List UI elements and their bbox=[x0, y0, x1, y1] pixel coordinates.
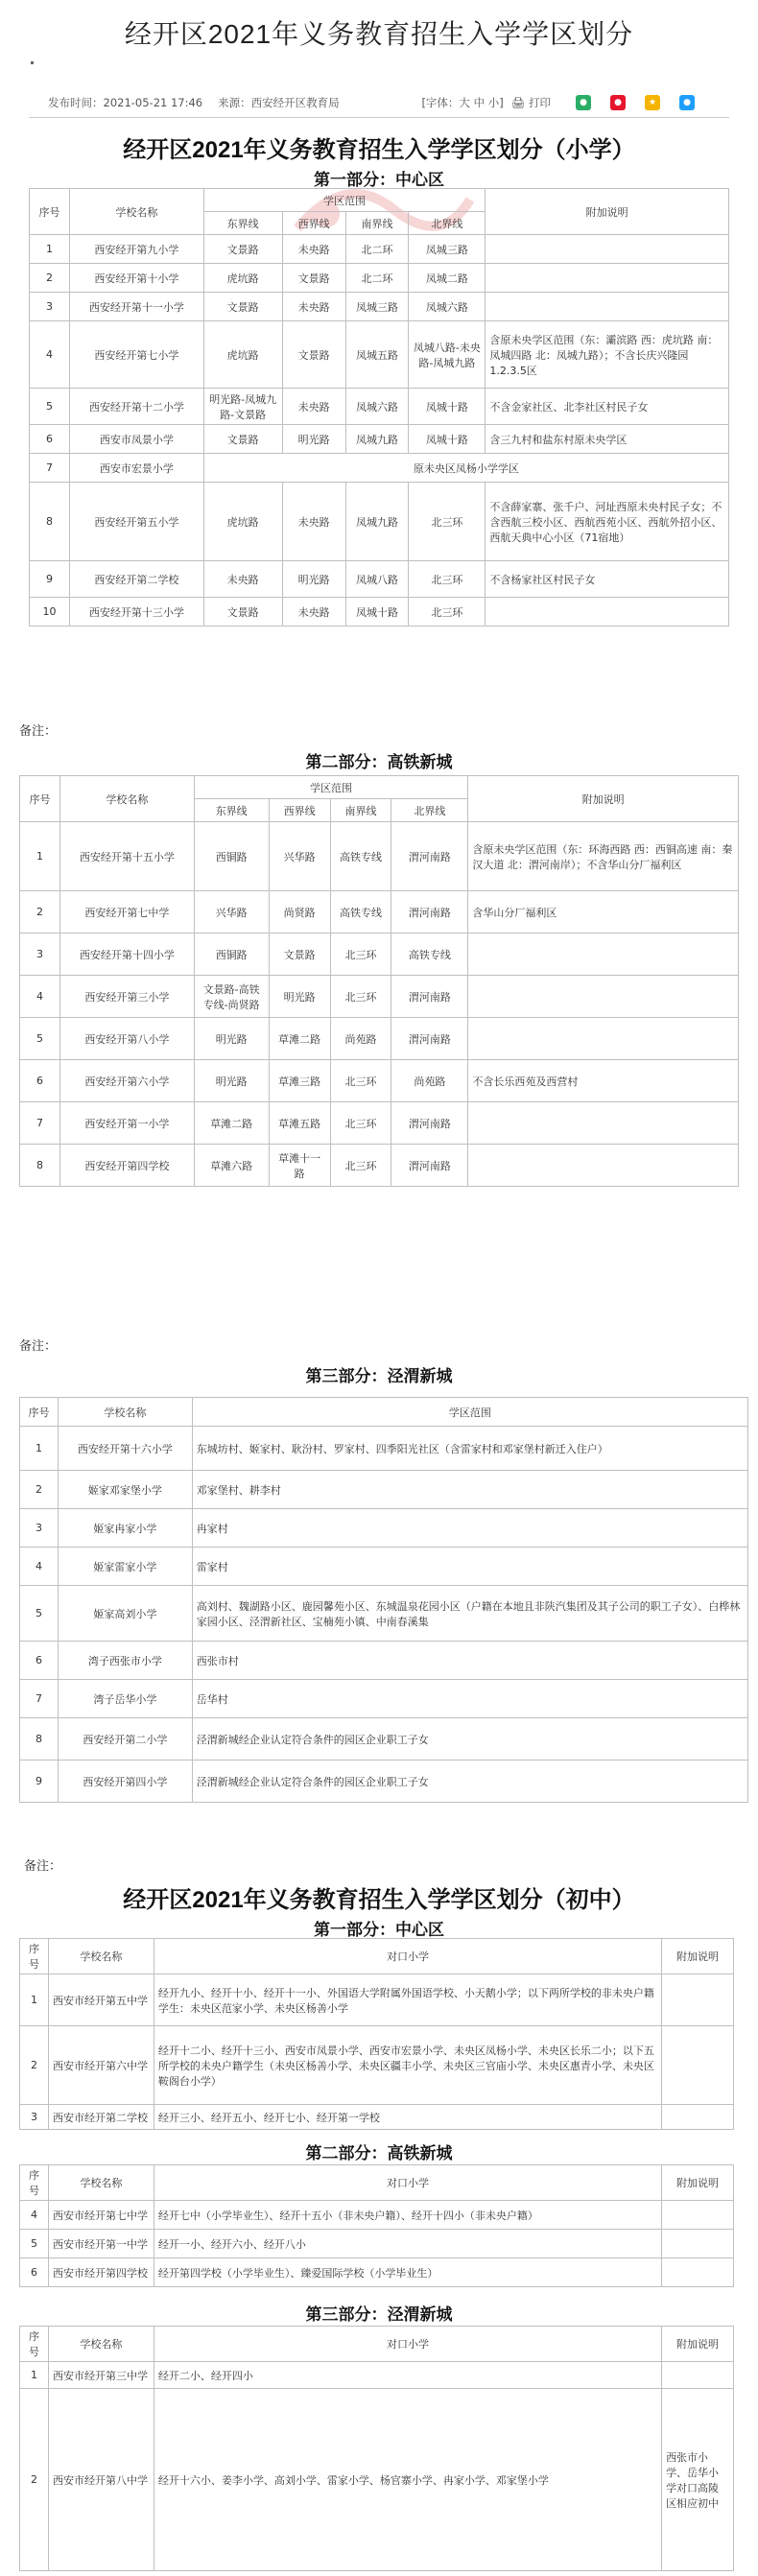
school-name: 西安经开第二学校 bbox=[69, 561, 203, 598]
table-row bbox=[20, 2201, 734, 2230]
header-range: 学区范围 bbox=[203, 189, 486, 212]
table-row bbox=[30, 561, 729, 598]
east-boundary: 虎坑路 bbox=[203, 321, 282, 389]
note-text bbox=[468, 976, 739, 1018]
range-text: 泾渭新城经企业认定符合条件的园区企业职工子女 bbox=[192, 1718, 747, 1761]
header-school: 学校名称 bbox=[59, 776, 194, 822]
middle-title: 经开区2021年义务教育招生入学学区划分（初中） bbox=[123, 1887, 635, 1913]
south-boundary: 北三环 bbox=[330, 934, 391, 976]
row-no: 9 bbox=[20, 1761, 59, 1803]
row-no: 8 bbox=[20, 1145, 60, 1187]
row-no: 2 bbox=[30, 264, 70, 293]
school-name: 湾子西张市小学 bbox=[58, 1642, 192, 1680]
table-row bbox=[20, 1102, 739, 1145]
school-name: 西安市经开第五中学 bbox=[48, 1974, 154, 2026]
table-row bbox=[20, 1548, 748, 1586]
print-label: 打印 bbox=[529, 96, 551, 109]
middle-part1-title: 第一部分：中心区 bbox=[314, 1921, 444, 1939]
note-text bbox=[468, 1018, 739, 1060]
row-no: 6 bbox=[30, 425, 70, 454]
north-boundary: 高铁专线 bbox=[391, 934, 468, 976]
primary-title: 经开区2021年义务教育招生入学学区划分（小学） bbox=[123, 137, 635, 163]
row-no: 5 bbox=[20, 1018, 60, 1060]
matched-primary: 经开三小、经开五小、经开七小、经开第一学校 bbox=[154, 2105, 661, 2130]
school-name: 西安经开第七小学 bbox=[69, 321, 203, 389]
table-row bbox=[20, 934, 739, 976]
east-boundary: 文景路 bbox=[203, 598, 282, 626]
east-boundary: 草滩六路 bbox=[194, 1145, 269, 1187]
south-boundary: 高铁专线 bbox=[330, 822, 391, 891]
school-name: 西安市经开第六中学 bbox=[48, 2026, 154, 2105]
header-school: 学校名称 bbox=[48, 1939, 154, 1974]
north-boundary: 渭河南路 bbox=[391, 891, 468, 934]
print-button[interactable]: 🖨 打印 bbox=[510, 96, 551, 109]
school-name: 姬家高刘小学 bbox=[58, 1586, 192, 1642]
header-north: 北界线 bbox=[409, 212, 486, 235]
east-boundary: 未央路 bbox=[203, 561, 282, 598]
west-boundary: 明光路 bbox=[282, 425, 345, 454]
west-boundary: 文景路 bbox=[282, 264, 345, 293]
row-no: 7 bbox=[20, 1680, 59, 1718]
school-name: 西安经开第九小学 bbox=[69, 235, 203, 264]
south-boundary: 北三环 bbox=[330, 1060, 391, 1102]
table-row bbox=[20, 2230, 734, 2258]
range-text: 西张市村 bbox=[192, 1642, 747, 1680]
table-row bbox=[30, 321, 729, 389]
school-name: 西安经开第十三小学 bbox=[69, 598, 203, 626]
middle-part3-table bbox=[19, 2326, 734, 2571]
table-row bbox=[30, 454, 729, 483]
row-no: 1 bbox=[20, 1427, 59, 1471]
school-name: 西安市经开第三中学 bbox=[48, 2362, 154, 2389]
header-school: 学校名称 bbox=[48, 2165, 154, 2201]
school-name: 西安经开第十二小学 bbox=[69, 389, 203, 425]
row-no: 4 bbox=[20, 1548, 59, 1586]
header-east: 东界线 bbox=[203, 212, 282, 235]
row-no: 3 bbox=[20, 934, 60, 976]
merged-range: 原未央区凤杨小学学区 bbox=[203, 454, 728, 483]
header-east: 东界线 bbox=[194, 799, 269, 822]
south-boundary: 北三环 bbox=[330, 1102, 391, 1145]
primary-part3-table bbox=[19, 1397, 748, 1803]
table-row bbox=[30, 389, 729, 425]
header-match: 对口小学 bbox=[154, 2327, 661, 2362]
table-row bbox=[30, 483, 729, 561]
north-boundary: 渭河南路 bbox=[391, 1145, 468, 1187]
school-name: 姬家雷家小学 bbox=[58, 1548, 192, 1586]
table-row bbox=[20, 2105, 734, 2130]
east-boundary: 西铜路 bbox=[194, 934, 269, 976]
west-boundary: 明光路 bbox=[282, 561, 345, 598]
row-no: 4 bbox=[20, 2201, 49, 2230]
west-boundary: 草滩十一路 bbox=[269, 1145, 330, 1187]
east-boundary: 明光路 bbox=[194, 1018, 269, 1060]
matched-primary: 经开十二小、经开十三小、西安市凤景小学、西安市宏景小学、未央区凤杨小学、未央区长乐二小；以下五所学校的未央户籍学生（未央区杨善小学、未央区疆丰小学、未央区三官庙小学、未央区惠青小学、未央区鞍阁台小学） bbox=[154, 2026, 661, 2105]
note-text: 不含长乐西苑及西营村 bbox=[468, 1060, 739, 1102]
table-row bbox=[20, 1145, 739, 1187]
header-north: 北界线 bbox=[391, 799, 468, 822]
note-text bbox=[662, 1974, 734, 2026]
range-text: 泾渭新城经企业认定符合条件的园区企业职工子女 bbox=[192, 1761, 747, 1803]
header-range: 学区范围 bbox=[192, 1398, 747, 1427]
row-no: 5 bbox=[30, 389, 70, 425]
school-name: 西安经开第八小学 bbox=[59, 1018, 194, 1060]
school-name: 姬家邓家堡小学 bbox=[58, 1471, 192, 1509]
header-school: 学校名称 bbox=[58, 1398, 192, 1427]
north-boundary: 渭河南路 bbox=[391, 1018, 468, 1060]
south-boundary: 凤城三路 bbox=[345, 293, 409, 321]
row-no: 1 bbox=[20, 1974, 49, 2026]
west-boundary: 未央路 bbox=[282, 235, 345, 264]
wechat-icon[interactable]: ● bbox=[576, 95, 591, 110]
publish-time: 发布时间：2021-05-21 17:46 bbox=[48, 96, 203, 109]
note-text bbox=[662, 2230, 734, 2258]
font-size-control[interactable]: [字体：大 中 小] bbox=[421, 96, 504, 109]
divider bbox=[29, 117, 729, 118]
header-south: 南界线 bbox=[345, 212, 409, 235]
table-row bbox=[20, 1586, 748, 1642]
header-note: 附加说明 bbox=[662, 2327, 734, 2362]
page-title: 经开区2021年义务教育招生入学学区划分 bbox=[124, 19, 634, 49]
north-boundary: 渭河南路 bbox=[391, 976, 468, 1018]
header-no: 序号 bbox=[20, 1939, 49, 1974]
school-name: 西安经开第十五小学 bbox=[59, 822, 194, 891]
note-text: 不含杨家社区村民子女 bbox=[486, 561, 729, 598]
west-boundary: 明光路 bbox=[269, 976, 330, 1018]
row-no: 7 bbox=[30, 454, 70, 483]
table-row bbox=[20, 1974, 734, 2026]
range-text: 邓家堡村、耕李村 bbox=[192, 1471, 747, 1509]
header-school: 学校名称 bbox=[69, 189, 203, 235]
west-boundary: 文景路 bbox=[269, 934, 330, 976]
east-boundary: 文景路 bbox=[203, 425, 282, 454]
matched-primary: 经开九小、经开十小、经开十一小、外国语大学附属外国语学校、小天鹅小学；以下两所学校的非未央户籍学生：未央区范家小学、未央区杨善小学 bbox=[154, 1974, 661, 2026]
row-no: 2 bbox=[20, 2026, 49, 2105]
row-no: 3 bbox=[20, 2105, 49, 2130]
note-text: 含华山分厂福利区 bbox=[468, 891, 739, 934]
row-no: 9 bbox=[30, 561, 70, 598]
header-match: 对口小学 bbox=[154, 1939, 661, 1974]
note-label: 备注： bbox=[19, 724, 58, 739]
school-name: 西安市经开第八中学 bbox=[48, 2389, 154, 2571]
table-row bbox=[20, 1642, 748, 1680]
note-text bbox=[662, 2362, 734, 2389]
header-match: 对口小学 bbox=[154, 2165, 661, 2201]
south-boundary: 凤城十路 bbox=[345, 598, 409, 626]
note-text: 含三九村和盐东村原未央学区 bbox=[486, 425, 729, 454]
west-boundary: 未央路 bbox=[282, 293, 345, 321]
table-row bbox=[30, 425, 729, 454]
range-text: 岳华村 bbox=[192, 1680, 747, 1718]
east-boundary: 明光路 bbox=[194, 1060, 269, 1102]
north-boundary: 凤城八路-未央路-凤城九路 bbox=[409, 321, 486, 389]
south-boundary: 凤城九路 bbox=[345, 425, 409, 454]
school-name: 西安经开第十小学 bbox=[69, 264, 203, 293]
north-boundary: 北三环 bbox=[409, 561, 486, 598]
matched-primary: 经开七中（小学毕业生）、经开十五小（非未央户籍）、经开十四小（非未央户籍） bbox=[154, 2201, 661, 2230]
school-name: 西安市经开第二学校 bbox=[48, 2105, 154, 2130]
east-boundary: 文景路 bbox=[203, 293, 282, 321]
school-name: 西安经开第四学校 bbox=[59, 1145, 194, 1187]
weibo-icon[interactable]: ● bbox=[610, 95, 626, 110]
note-text bbox=[468, 1145, 739, 1187]
header-no: 序号 bbox=[20, 1398, 59, 1427]
south-boundary: 尚苑路 bbox=[330, 1018, 391, 1060]
school-name: 西安经开第一小学 bbox=[59, 1102, 194, 1145]
qzone-icon[interactable]: ★ bbox=[645, 95, 660, 110]
east-boundary: 草滩二路 bbox=[194, 1102, 269, 1145]
south-boundary: 北二环 bbox=[345, 264, 409, 293]
matched-primary: 经开十六小、姜李小学、高刘小学、雷家小学、杨官寨小学、冉家小学、邓家堡小学 bbox=[154, 2389, 661, 2571]
north-boundary: 凤城三路 bbox=[409, 235, 486, 264]
header-note: 附加说明 bbox=[486, 189, 729, 235]
south-boundary: 北三环 bbox=[330, 1145, 391, 1187]
note-text bbox=[486, 235, 729, 264]
row-no: 1 bbox=[20, 2362, 49, 2389]
note-text bbox=[662, 2105, 734, 2130]
east-boundary: 文景路-高铁专线-尚贤路 bbox=[194, 976, 269, 1018]
north-boundary: 凤城六路 bbox=[409, 293, 486, 321]
north-boundary: 北三环 bbox=[409, 598, 486, 626]
south-boundary: 凤城五路 bbox=[345, 321, 409, 389]
row-no: 8 bbox=[20, 1718, 59, 1761]
table-row bbox=[20, 2258, 734, 2287]
header-no: 序号 bbox=[20, 776, 60, 822]
north-boundary: 凤城二路 bbox=[409, 264, 486, 293]
header-range: 学区范围 bbox=[194, 776, 468, 799]
article-meta bbox=[48, 90, 710, 115]
east-boundary: 西铜路 bbox=[194, 822, 269, 891]
note-label: 备注： bbox=[24, 1859, 62, 1874]
qq-icon[interactable]: ● bbox=[679, 95, 695, 110]
bullet-dot bbox=[31, 61, 34, 64]
header-note: 附加说明 bbox=[662, 2165, 734, 2201]
row-no: 5 bbox=[20, 1586, 59, 1642]
east-boundary: 兴华路 bbox=[194, 891, 269, 934]
table-row bbox=[20, 822, 739, 891]
east-boundary: 虎坑路 bbox=[203, 483, 282, 561]
south-boundary: 北三环 bbox=[330, 976, 391, 1018]
table-row bbox=[20, 1018, 739, 1060]
header-school: 学校名称 bbox=[48, 2327, 154, 2362]
school-name: 西安经开第十六小学 bbox=[58, 1427, 192, 1471]
school-name: 姬家冉家小学 bbox=[58, 1509, 192, 1548]
north-boundary: 北三环 bbox=[409, 483, 486, 561]
matched-primary: 经开第四学校（小学毕业生）、臻爱国际学校（小学毕业生） bbox=[154, 2258, 661, 2287]
note-text bbox=[468, 934, 739, 976]
south-boundary: 高铁专线 bbox=[330, 891, 391, 934]
school-name: 西安经开第四小学 bbox=[58, 1761, 192, 1803]
table-row bbox=[20, 1427, 748, 1471]
table-row bbox=[30, 235, 729, 264]
note-text bbox=[486, 264, 729, 293]
row-no: 2 bbox=[20, 891, 60, 934]
table-row bbox=[20, 2362, 734, 2389]
school-name: 西安经开第十一小学 bbox=[69, 293, 203, 321]
south-boundary: 凤城八路 bbox=[345, 561, 409, 598]
school-name: 西安市凤景小学 bbox=[69, 425, 203, 454]
header-no: 序号 bbox=[30, 189, 70, 235]
west-boundary: 未央路 bbox=[282, 483, 345, 561]
row-no: 3 bbox=[20, 1509, 59, 1548]
table-row bbox=[20, 2389, 734, 2571]
west-boundary: 尚贤路 bbox=[269, 891, 330, 934]
range-text: 冉家村 bbox=[192, 1509, 747, 1548]
part3-title: 第三部分：泾渭新城 bbox=[305, 1367, 453, 1385]
west-boundary: 草滩二路 bbox=[269, 1018, 330, 1060]
note-text bbox=[662, 2026, 734, 2105]
north-boundary: 渭河南路 bbox=[391, 1102, 468, 1145]
note-text bbox=[662, 2258, 734, 2287]
note-text: 西张市小学、岳华小学对口高陵区相应初中 bbox=[662, 2389, 734, 2571]
row-no: 7 bbox=[20, 1102, 60, 1145]
header-west: 西界线 bbox=[282, 212, 345, 235]
range-text: 雷家村 bbox=[192, 1548, 747, 1586]
table-row bbox=[30, 293, 729, 321]
note-text: 不含金家社区、北李社区村民子女 bbox=[486, 389, 729, 425]
table-row bbox=[20, 1471, 748, 1509]
range-text: 东城坊村、姬家村、耿汾村、罗家村、四季阳光社区（含雷家村和邓家堡村新迁入住户） bbox=[192, 1427, 747, 1471]
header-no: 序号 bbox=[20, 2165, 49, 2201]
row-no: 6 bbox=[20, 1060, 60, 1102]
header-note: 附加说明 bbox=[662, 1939, 734, 1974]
note-text: 含原未央学区范围（东：灞滨路 西：虎坑路 南：凤城四路 北：凤城九路）；不含长庆兴隆园1.2.3.5区 bbox=[486, 321, 729, 389]
note-text: 不含薛家寨、张千户、河址西原未央村民子女；不含西航三校小区、西航西苑小区、西航外招小区、西航天典中心小区（71宿地） bbox=[486, 483, 729, 561]
primary-part1-table bbox=[29, 188, 729, 626]
north-boundary: 凤城十路 bbox=[409, 425, 486, 454]
north-boundary: 渭河南路 bbox=[391, 822, 468, 891]
table-row bbox=[30, 264, 729, 293]
west-boundary: 草滩五路 bbox=[269, 1102, 330, 1145]
table-row bbox=[20, 1509, 748, 1548]
table-row bbox=[20, 1060, 739, 1102]
table-row bbox=[20, 1680, 748, 1718]
middle-part3-title: 第三部分：泾渭新城 bbox=[305, 2305, 453, 2324]
note-text: 含原未央学区范围（东：环海西路 西：西铜高速 南：秦汉大道 北：渭河南岸）；不含华山分厂福利区 bbox=[468, 822, 739, 891]
school-name: 西安经开第五小学 bbox=[69, 483, 203, 561]
middle-part1-table bbox=[19, 1938, 734, 2130]
primary-part2-table bbox=[19, 775, 739, 1187]
part1-title: 第一部分：中心区 bbox=[314, 171, 444, 189]
north-boundary: 尚苑路 bbox=[391, 1060, 468, 1102]
school-name: 西安市经开第四学校 bbox=[48, 2258, 154, 2287]
school-name: 西安经开第十四小学 bbox=[59, 934, 194, 976]
school-name: 西安经开第六小学 bbox=[59, 1060, 194, 1102]
header-note: 附加说明 bbox=[468, 776, 739, 822]
part2-title: 第二部分：高铁新城 bbox=[305, 753, 453, 771]
table-row bbox=[20, 1718, 748, 1761]
school-name: 西安经开第二小学 bbox=[58, 1718, 192, 1761]
east-boundary: 明光路-凤城九路-文景路 bbox=[203, 389, 282, 425]
south-boundary: 凤城九路 bbox=[345, 483, 409, 561]
school-name: 湾子岳华小学 bbox=[58, 1680, 192, 1718]
east-boundary: 文景路 bbox=[203, 235, 282, 264]
table-row bbox=[20, 1761, 748, 1803]
note-label: 备注： bbox=[19, 1339, 58, 1354]
range-text: 高刘村、魏湖路小区、鹿园馨苑小区、东城温泉花园小区（户籍在本地且非陕汽集团及其子公司的职工子女）、白桦林家园小区、泾渭新社区、宝楠苑小镇、中南春溪集 bbox=[192, 1586, 747, 1642]
header-no: 序号 bbox=[20, 2327, 49, 2362]
table-row bbox=[20, 891, 739, 934]
west-boundary: 未央路 bbox=[282, 598, 345, 626]
header-west: 西界线 bbox=[269, 799, 330, 822]
school-name: 西安经开第七中学 bbox=[59, 891, 194, 934]
school-name: 西安市宏景小学 bbox=[69, 454, 203, 483]
west-boundary: 文景路 bbox=[282, 321, 345, 389]
row-no: 5 bbox=[20, 2230, 49, 2258]
table-row bbox=[20, 976, 739, 1018]
header-south: 南界线 bbox=[330, 799, 391, 822]
row-no: 6 bbox=[20, 2258, 49, 2287]
note-text bbox=[468, 1102, 739, 1145]
west-boundary: 未央路 bbox=[282, 389, 345, 425]
table-row bbox=[30, 598, 729, 626]
row-no: 4 bbox=[20, 976, 60, 1018]
note-text bbox=[486, 293, 729, 321]
row-no: 1 bbox=[30, 235, 70, 264]
matched-primary: 经开二小、经开四小 bbox=[154, 2362, 661, 2389]
note-text bbox=[486, 598, 729, 626]
north-boundary: 凤城十路 bbox=[409, 389, 486, 425]
middle-part2-title: 第二部分：高铁新城 bbox=[305, 2144, 453, 2162]
matched-primary: 经开一小、经开六小、经开八小 bbox=[154, 2230, 661, 2258]
south-boundary: 凤城六路 bbox=[345, 389, 409, 425]
row-no: 4 bbox=[30, 321, 70, 389]
west-boundary: 草滩三路 bbox=[269, 1060, 330, 1102]
west-boundary: 兴华路 bbox=[269, 822, 330, 891]
row-no: 2 bbox=[20, 1471, 59, 1509]
row-no: 6 bbox=[20, 1642, 59, 1680]
row-no: 3 bbox=[30, 293, 70, 321]
row-no: 1 bbox=[20, 822, 60, 891]
row-no: 2 bbox=[20, 2389, 49, 2571]
south-boundary: 北二环 bbox=[345, 235, 409, 264]
school-name: 西安市经开第七中学 bbox=[48, 2201, 154, 2230]
school-name: 西安经开第三小学 bbox=[59, 976, 194, 1018]
row-no: 8 bbox=[30, 483, 70, 561]
middle-part2-table bbox=[19, 2164, 734, 2287]
row-no: 10 bbox=[30, 598, 70, 626]
table-row bbox=[20, 2026, 734, 2105]
note-text bbox=[662, 2201, 734, 2230]
source: 来源：西安经开区教育局 bbox=[218, 96, 340, 109]
east-boundary: 虎坑路 bbox=[203, 264, 282, 293]
school-name: 西安市经开第一中学 bbox=[48, 2230, 154, 2258]
